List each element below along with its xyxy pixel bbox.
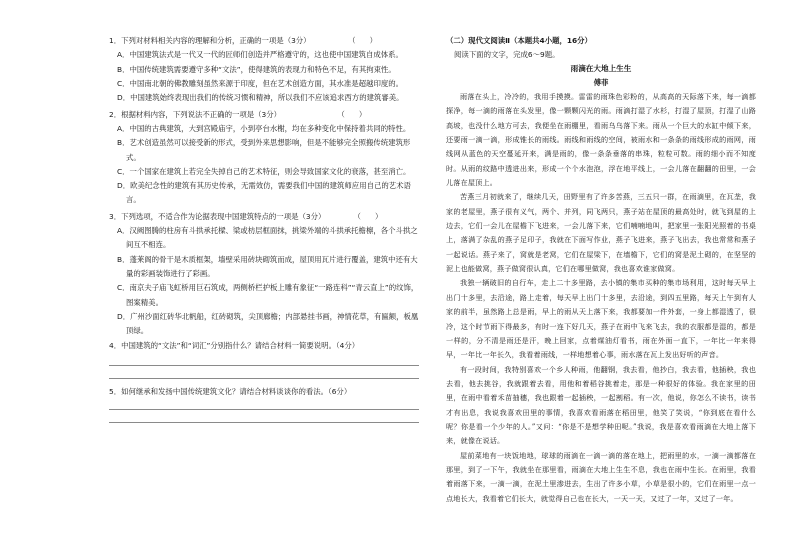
question-4-stem: 4．中国建筑的“文法”和“词汇”分别指什么？请结合材料一简要说明。（4分） bbox=[109, 340, 360, 350]
question-3 bbox=[109, 210, 419, 339]
question-1-option-d: D．中国建筑始终表现出我们的传统习惯和精神，所以我们不应该追求西方的建筑審美。 bbox=[117, 93, 404, 103]
article-paragraph: 我独一辆破旧的自行车，走上二十多里路，去小镇的集市买种的集市场利用，这时每天早上出门十多里，去沿途，路上走着，每天早上出门十多里，去沿途，到四五里路，每天上午到有人家的前半，虽然路上总是雨，早上的雨从天上落下来，我都要加一件外套，一身上都湿透了，很冷，这个时节雨下得最多，有时一连下好几天，燕子在雨中飞来飞去，我的衣服都是湿的，都是一样的，分不清是雨还是汗，晚上回家，点着煤油灯看书，雨在外面一直下，一年比一年来得早，一年比一年长久，我看着雨线，一样地想着心事，雨水落在瓦上发出好听的声音。 bbox=[446, 278, 756, 360]
question-2-stem: 2．根据材料内容，下列说法不正确的一项是（3分） （ ） bbox=[109, 109, 367, 119]
question-1-option-b: B．中国传统建筑需要遵守多种“文法”，使得建筑的表现力和特色不足，有其拘束性。 bbox=[117, 64, 396, 74]
question-5 bbox=[109, 385, 419, 423]
right-column bbox=[446, 34, 756, 506]
question-2-option-d: D．欧美纪念性的建筑有其历史传承，无需效仿，需要我们中国的建筑师应用自己的艺术语言。 bbox=[117, 181, 411, 205]
question-1-option-c: C．中国南北朝的佛教雕刻虽然来源于印度，但在艺术创造方面，其水准是超越印度的。 bbox=[117, 79, 404, 88]
article-author: 傅菲 bbox=[593, 78, 609, 87]
article-paragraph: 雨落在头上，冷冷的，我用手摸摸。雷雷的雨珠色彩粉的，从高高的天际落下来，每一滴都探净，每一滴的雨落在头发里，像一颗颗闪光的雨。雨滴打湿了水杉，打湿了屋顶，打湿了山路高坡，也没什么地方可去，我便坐在雨棚里，看雨乌乌落下来。雨从一个巨大的水缸中倾下来，还要雨一滴一滴，形成锥长的雨线。雨线和雨线的空间，被雨水和一条条的雨线形成的雨网，雨线网从蓝色的天空蔓延开来，满是雨的，像一条条垂落的串珠，粒粒可数。雨的细小而不知度时。从雨的纹路中透进出来，形成一个个水泡泡，浮在地平线上，一会儿落在翻翻的田里，一会儿落在屋顶上。 bbox=[446, 92, 756, 188]
question-3-option-c: C．南京夫子庙飞虹桥用巨石筑成，两侧桥栏护板上雕有象征“一路连科”“青云直上”的纹饰，图案精美。 bbox=[117, 283, 419, 307]
question-3-option-a: A．汉阙图腾的柱房有斗拱承托樑、梁或枋层框面抹，挑梁外端的斗拱承托檐檩，各个斗拱之间互不相连。 bbox=[117, 226, 418, 250]
question-2 bbox=[109, 108, 419, 208]
question-3-stem: 3．下列选项，不适合作为论据表现中国建筑特点的一项是（3分） （ ） bbox=[109, 211, 383, 221]
question-3-option-b: B．蓬莱阁的骨干是木质框架，墙壁采用砖块砌筑而成，屋顶用瓦片进行覆盖，建筑中还有大量的彩画装饰进行了彩画。 bbox=[117, 254, 418, 279]
question-2-option-c: C．一个国家在建筑上若完全失掉自己的艺术特征，则会导致国家文化的衰落，甚至消亡。 bbox=[117, 166, 411, 176]
answer-line[interactable] bbox=[109, 422, 419, 423]
article-title: 雨滴在大地上生生 bbox=[570, 64, 632, 73]
question-5-stem: 5．如何继承和发扬中国传统建筑文化？请结合材料谈谈你的看法。（6分） bbox=[109, 386, 352, 396]
section-instruction: 阅读下面的文字，完成6～9题。 bbox=[454, 50, 560, 59]
question-2-option-b: B．艺术创造虽然可以接受新的形式，受到外来思想影响，但是不能够完全照搬传统建筑形式。 bbox=[117, 138, 411, 162]
section-title: （二）现代文阅读Ⅱ（本题共4小题，16分） bbox=[446, 36, 592, 45]
question-2-option-a: A．中国的古典建筑，大到宫殿庙宇，小到亭台水榭，均在多种变化中保持着共同的特性。 bbox=[117, 124, 411, 133]
left-column bbox=[109, 34, 419, 423]
question-4 bbox=[109, 339, 419, 379]
question-3-option-d: D．广州沙面红砖华北帆船，红砖砌筑，尖顶廊檐；内部悬挂书画，神情花草，有匾额，板凰顶绿。 bbox=[117, 311, 419, 336]
question-1-option-a: A．中国建筑法式是一代又一代的匠师们创造并严格遵守的，这也使中国建筑自成体系。 bbox=[117, 50, 403, 60]
article-paragraph: 有一段时间，我特别喜欢一个乡人种雨，他翻钢，我去看，他抄白，我去看，他插秧，我也去看，他去挑谷，我就跟着去看，用他和着稻谷挑着走，那是一种很好的体验。我在家里的田里，在雨中看着禾苗抽穗，我也跟着一起插秧，一起割稻。有一次，他说，你怎么不读书，读书才有出息，我说我喜欢田里的事情，我喜欢看雨落在稻田里，他笑了笑说，“你到底在看什么呢？你是看一个少年的人。”又问：“你是不是想学种田呢。”我说，我是喜欢看雨滴在大地上落下来，就像在说话。 bbox=[446, 364, 756, 446]
article-paragraph: 屋前菜地有一块饭地地，球球的雨滴在一滴一滴的落在地上，把雨里的水，一滴一滴都落在那里，到了一下午，我就坐在那里看，雨滴在大地上生生不息，我也在雨中生长。在雨里，我看着雨落下来，一滴一滴，在泥土里渗进去，生出了许多小草，小草是很小的，它们在雨里一点一点地长大，我看着它们长大，就觉得自己也在长大，一天一天，又过了一年，又过了一年。 bbox=[446, 450, 756, 503]
article-paragraph: 苦燕三月初就来了，继续几天，田野里有了许多苦燕，三五只一群，在雨滴里，在瓦垄，我家的老屋里，燕子很有义气，两个、并列，同飞两只，燕子站在屋顶的最高处时，就飞到屋的上边去，它们一会儿在屋檐下飞进来，一会儿落下来，它们喃喃地叫，把家里一张阳光照着的书桌上，落满了杂乱的燕子足印子，我就在下面写作业，燕子飞进来，燕子飞出去，我也常常和燕子一起说话。燕子来了，窝就是老窝，它们在屋梁下，在墙檐下，它们的窝是泥土砌的，在坚坚的泥上也能做窝，燕子做窝很认真，它们在哪里做窝，我也喜欢谁家做窝。 bbox=[446, 192, 756, 274]
question-1-stem: 1．下列对材料相关内容的理解和分析，正确的一项是（3分） （ ） bbox=[109, 36, 378, 45]
question-1 bbox=[109, 34, 419, 106]
